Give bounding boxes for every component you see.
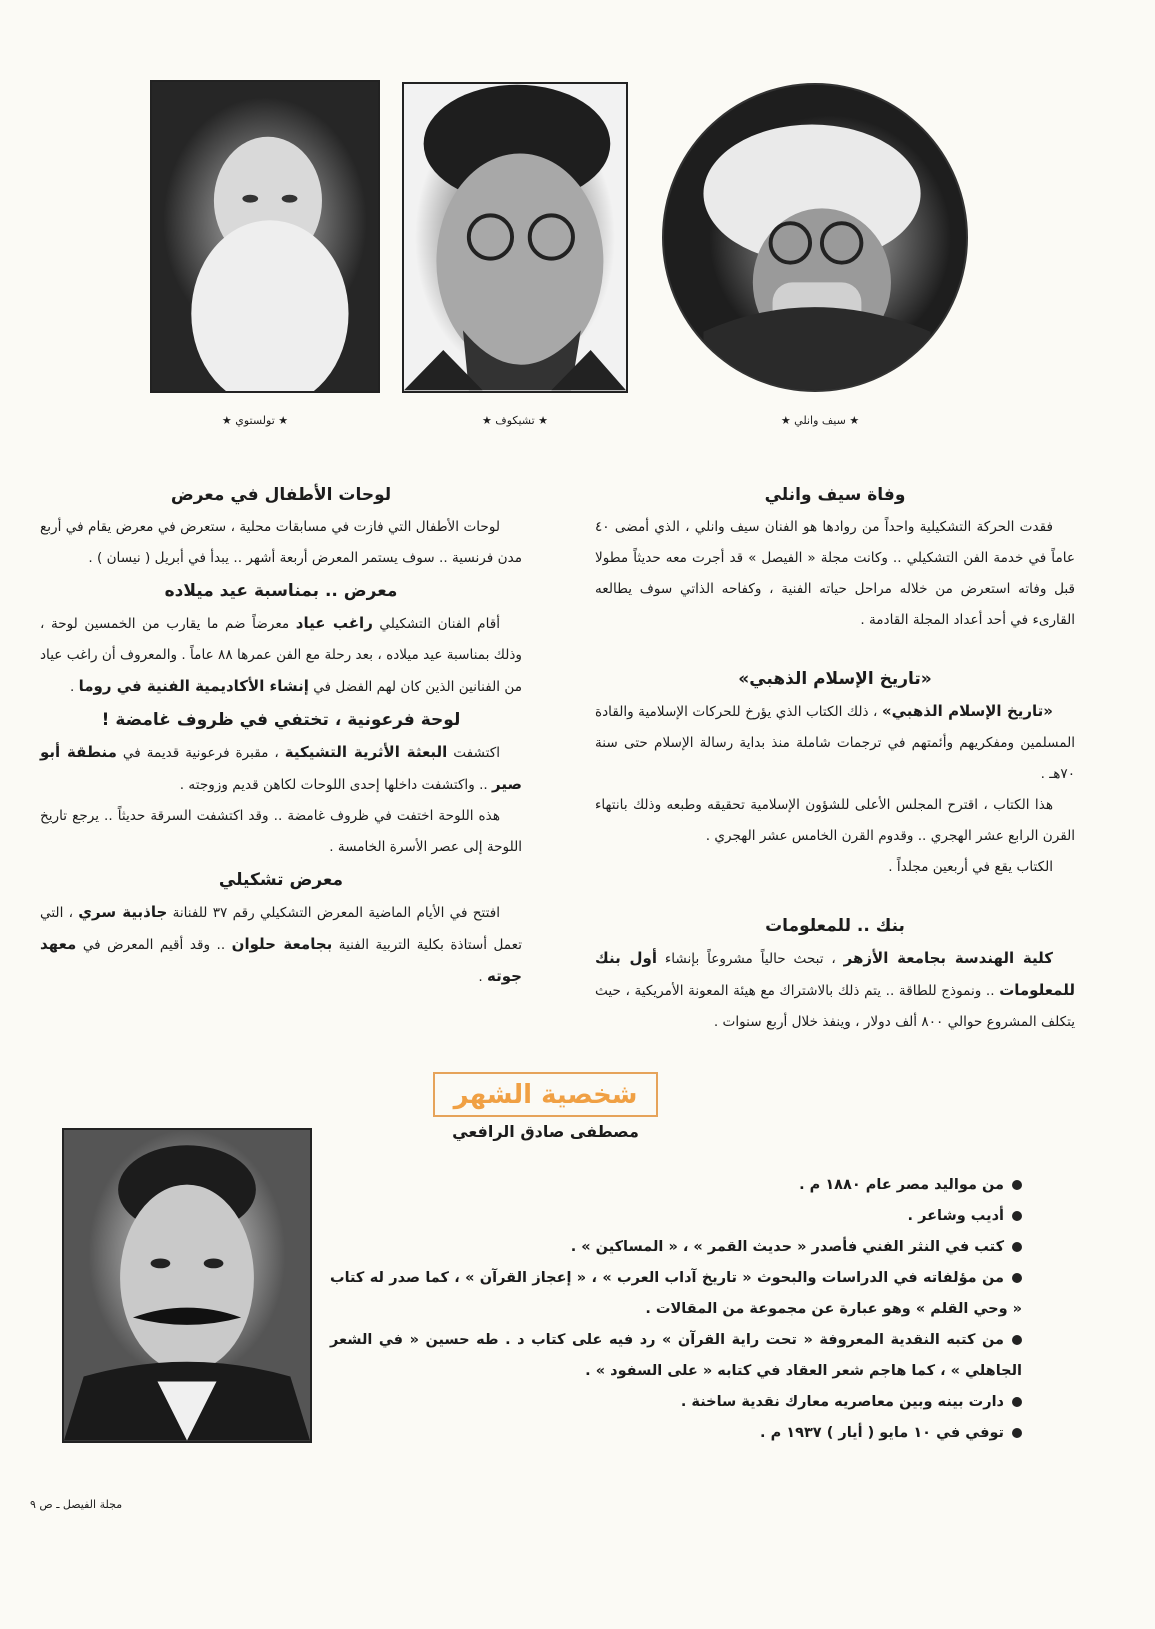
photo-chekhov bbox=[402, 82, 628, 393]
article-paragraph bbox=[40, 608, 522, 703]
text-segment: .. وقد أقيم المعرض في bbox=[76, 937, 232, 953]
bold-text: معهد جوته bbox=[40, 935, 522, 985]
bullet-text: دارت بينه وبين معاصريه معارك نقدية ساخنة . bbox=[680, 1394, 1004, 1410]
bullet-item bbox=[330, 1387, 1022, 1418]
bullet-icon bbox=[1012, 1211, 1022, 1221]
text-segment: . bbox=[478, 969, 488, 985]
article-heading: لوحات الأطفال في معرض bbox=[170, 485, 392, 505]
text-segment: ، مقبرة فرعونية قديمة في bbox=[116, 745, 285, 761]
article-heading: معرض تشكيلي bbox=[218, 870, 344, 890]
right-news-column bbox=[595, 478, 1075, 1038]
article-heading: لوحة فرعونية ، تختفي في ظروف غامضة ! bbox=[101, 710, 461, 730]
bullet-text: من كتبه النقدية المعروفة « تحت راية القرآن » رد فيه على كتاب د . طه حسين « في الشعر الجاهلي » ، كما هاجم شعر العقاد في كتابه « على السفود » . bbox=[330, 1332, 1022, 1379]
article-heading: «تاريخ الإسلام الذهبي» bbox=[738, 669, 932, 689]
article-paragraph bbox=[40, 512, 522, 574]
text-segment: اكتشفت bbox=[447, 745, 500, 761]
caption-tolstoy: ★ تولستوي ★ bbox=[221, 414, 289, 427]
bullet-icon bbox=[1012, 1397, 1022, 1407]
article-heading: بنك .. للمعلومات bbox=[765, 916, 905, 936]
bold-text: جاذبية سري bbox=[78, 903, 168, 921]
caption-chekhov: ★ تشيكوف ★ bbox=[481, 414, 549, 427]
page-footer: مجلة الفيصل ـ ص ٩ bbox=[30, 1498, 123, 1511]
bullet-item bbox=[330, 1170, 1022, 1201]
bold-text: راغب عياد bbox=[295, 614, 373, 632]
article-heading: وفاة سيف وانلي bbox=[764, 485, 906, 505]
text-segment: .. ونموذج للطاقة .. يتم ذلك بالاشتراك مع هيئة المعونة الأمريكية ، حيث يتكلف المشروع حوالي ٨٠٠ ألف دولار ، وينفذ خلال أربع سنوات . bbox=[595, 983, 1075, 1030]
article-paragraph bbox=[595, 696, 1075, 790]
bullet-text: أديب وشاعر . bbox=[907, 1208, 1004, 1224]
bold-text: كلية الهندسة بجامعة الأزهر bbox=[843, 949, 1053, 967]
bold-text: أول بنك للمعلومات bbox=[595, 949, 1075, 999]
article-paragraph bbox=[40, 897, 522, 993]
caption-seif-wanly: ★ سيف وانلي ★ bbox=[780, 414, 860, 427]
article-paragraph bbox=[595, 852, 1075, 883]
text-segment: ، التي تعمل أستاذة بكلية التربية الفنية bbox=[40, 905, 522, 953]
photo-rafii bbox=[62, 1128, 312, 1443]
text-segment: أقام الفنان التشكيلي bbox=[372, 616, 500, 632]
text-segment: لوحات الأطفال التي فازت في مسابقات محلية ، ستعرض في معرض يقام في أربع مدن فرنسية .. سوف يستمر المعرض أربعة أشهر .. يبدأ في أبريل ( نيسان ) . bbox=[40, 519, 522, 566]
bold-text: منطقة أبو صير bbox=[40, 743, 522, 793]
bullet-item bbox=[330, 1201, 1022, 1232]
bullet-item bbox=[330, 1232, 1022, 1263]
bullet-icon bbox=[1012, 1428, 1022, 1438]
personality-name: مصطفى صادق الرافعي bbox=[452, 1122, 639, 1141]
bold-text: البعثة الأثرية التشيكية bbox=[284, 743, 448, 761]
bullet-text: كتب في النثر الفني فأصدر « حديث القمر » ، « المساكين » . bbox=[570, 1239, 1004, 1255]
bullet-icon bbox=[1012, 1273, 1022, 1283]
text-segment: . bbox=[69, 679, 79, 695]
text-segment: فقدت الحركة التشكيلية واحداً من روادها هو الفنان سيف وانلي ، الذي أمضى ٤٠ عاماً في خدمة الفن التشكيلي .. وكانت مجلة « الفيصل » قد أجرت معه حديثاً مطولا قبل وفاته استعرض من خلاله مراحل حياته الفنية ، وكفاحه الذاتي سوف يطالعه القارىء في أحد أعداد المجلة القادمة . bbox=[595, 519, 1075, 628]
personality-bullet-list bbox=[330, 1170, 1022, 1449]
bullet-item bbox=[330, 1263, 1022, 1325]
bullet-item bbox=[330, 1325, 1022, 1387]
text-segment: هذا الكتاب ، اقترح المجلس الأعلى للشؤون الإسلامية تحقيقه وطبعه وذلك بانتهاء القرن الرابع عشر الهجري .. وقدوم القرن الخامس عشر الهجري . bbox=[595, 797, 1075, 844]
article-paragraph bbox=[595, 943, 1075, 1038]
bullet-icon bbox=[1012, 1242, 1022, 1252]
bullet-text: من مواليد مصر عام ١٨٨٠ م . bbox=[799, 1177, 1004, 1193]
bullet-icon bbox=[1012, 1335, 1022, 1345]
text-segment: ، تبحث حالياً مشروعاً بإنشاء bbox=[656, 951, 844, 967]
text-segment: ، ذلك الكتاب الذي يؤرخ للحركات الإسلامية والقادة المسلمين ومفكريهم وأئمتهم في ترجمات شاملة منذ بداية رسالة الإسلام حتى سنة ٧٠هـ . bbox=[595, 704, 1075, 782]
text-segment: معرضاً ضم ما يقارب من الخمسين لوحة ، وذلك بمناسبة عيد ميلاده ، بعد رحلة مع الفن عمرها ٨٨ عاماً . والمعروف أن راغب عياد من الفنانين الذين كان لهم الفضل في bbox=[40, 616, 522, 695]
text-segment: .. واكتشفت داخلها إحدى اللوحات لكاهن قديم وزوجته . bbox=[179, 777, 493, 793]
bullet-icon bbox=[1012, 1180, 1022, 1190]
photo-tolstoy bbox=[150, 80, 380, 393]
text-segment: افتتح في الأيام الماضية المعرض التشكيلي رقم ٣٧ للفنانة bbox=[167, 905, 500, 921]
bold-text: إنشاء الأكاديمية الفنية في روما bbox=[78, 677, 309, 695]
article-paragraph bbox=[595, 790, 1075, 852]
article-paragraph bbox=[40, 737, 522, 801]
personality-section-title: شخصية الشهر bbox=[433, 1072, 658, 1117]
bullet-text: من مؤلفاته في الدراسات والبحوث « تاريخ آداب العرب » ، « إعجاز القرآن » ، كما صدر له كتاب « وحي القلم » وهو عبارة عن مجموعة من المقالات . bbox=[330, 1270, 1022, 1317]
text-segment: هذه اللوحة اختفت في ظروف غامضة .. وقد اكتشفت السرقة حديثاً .. يرجع تاريخ اللوحة إلى عصر الأسرة الخامسة . bbox=[40, 808, 522, 855]
bold-text: «تاريخ الإسلام الذهبي» bbox=[881, 702, 1053, 720]
article-heading: معرض .. بمناسبة عيد ميلاده bbox=[164, 581, 398, 601]
bold-text: بجامعة حلوان bbox=[231, 935, 333, 953]
article-paragraph bbox=[595, 512, 1075, 636]
left-news-column bbox=[40, 478, 522, 993]
bullet-item bbox=[330, 1418, 1022, 1449]
bullet-text: توفي في ١٠ مايو ( أيار ) ١٩٣٧ م . bbox=[760, 1425, 1004, 1441]
photo-seif-wanly bbox=[662, 83, 968, 392]
text-segment: الكتاب يقع في أربعين مجلداً . bbox=[888, 859, 1053, 875]
article-paragraph bbox=[40, 801, 522, 863]
